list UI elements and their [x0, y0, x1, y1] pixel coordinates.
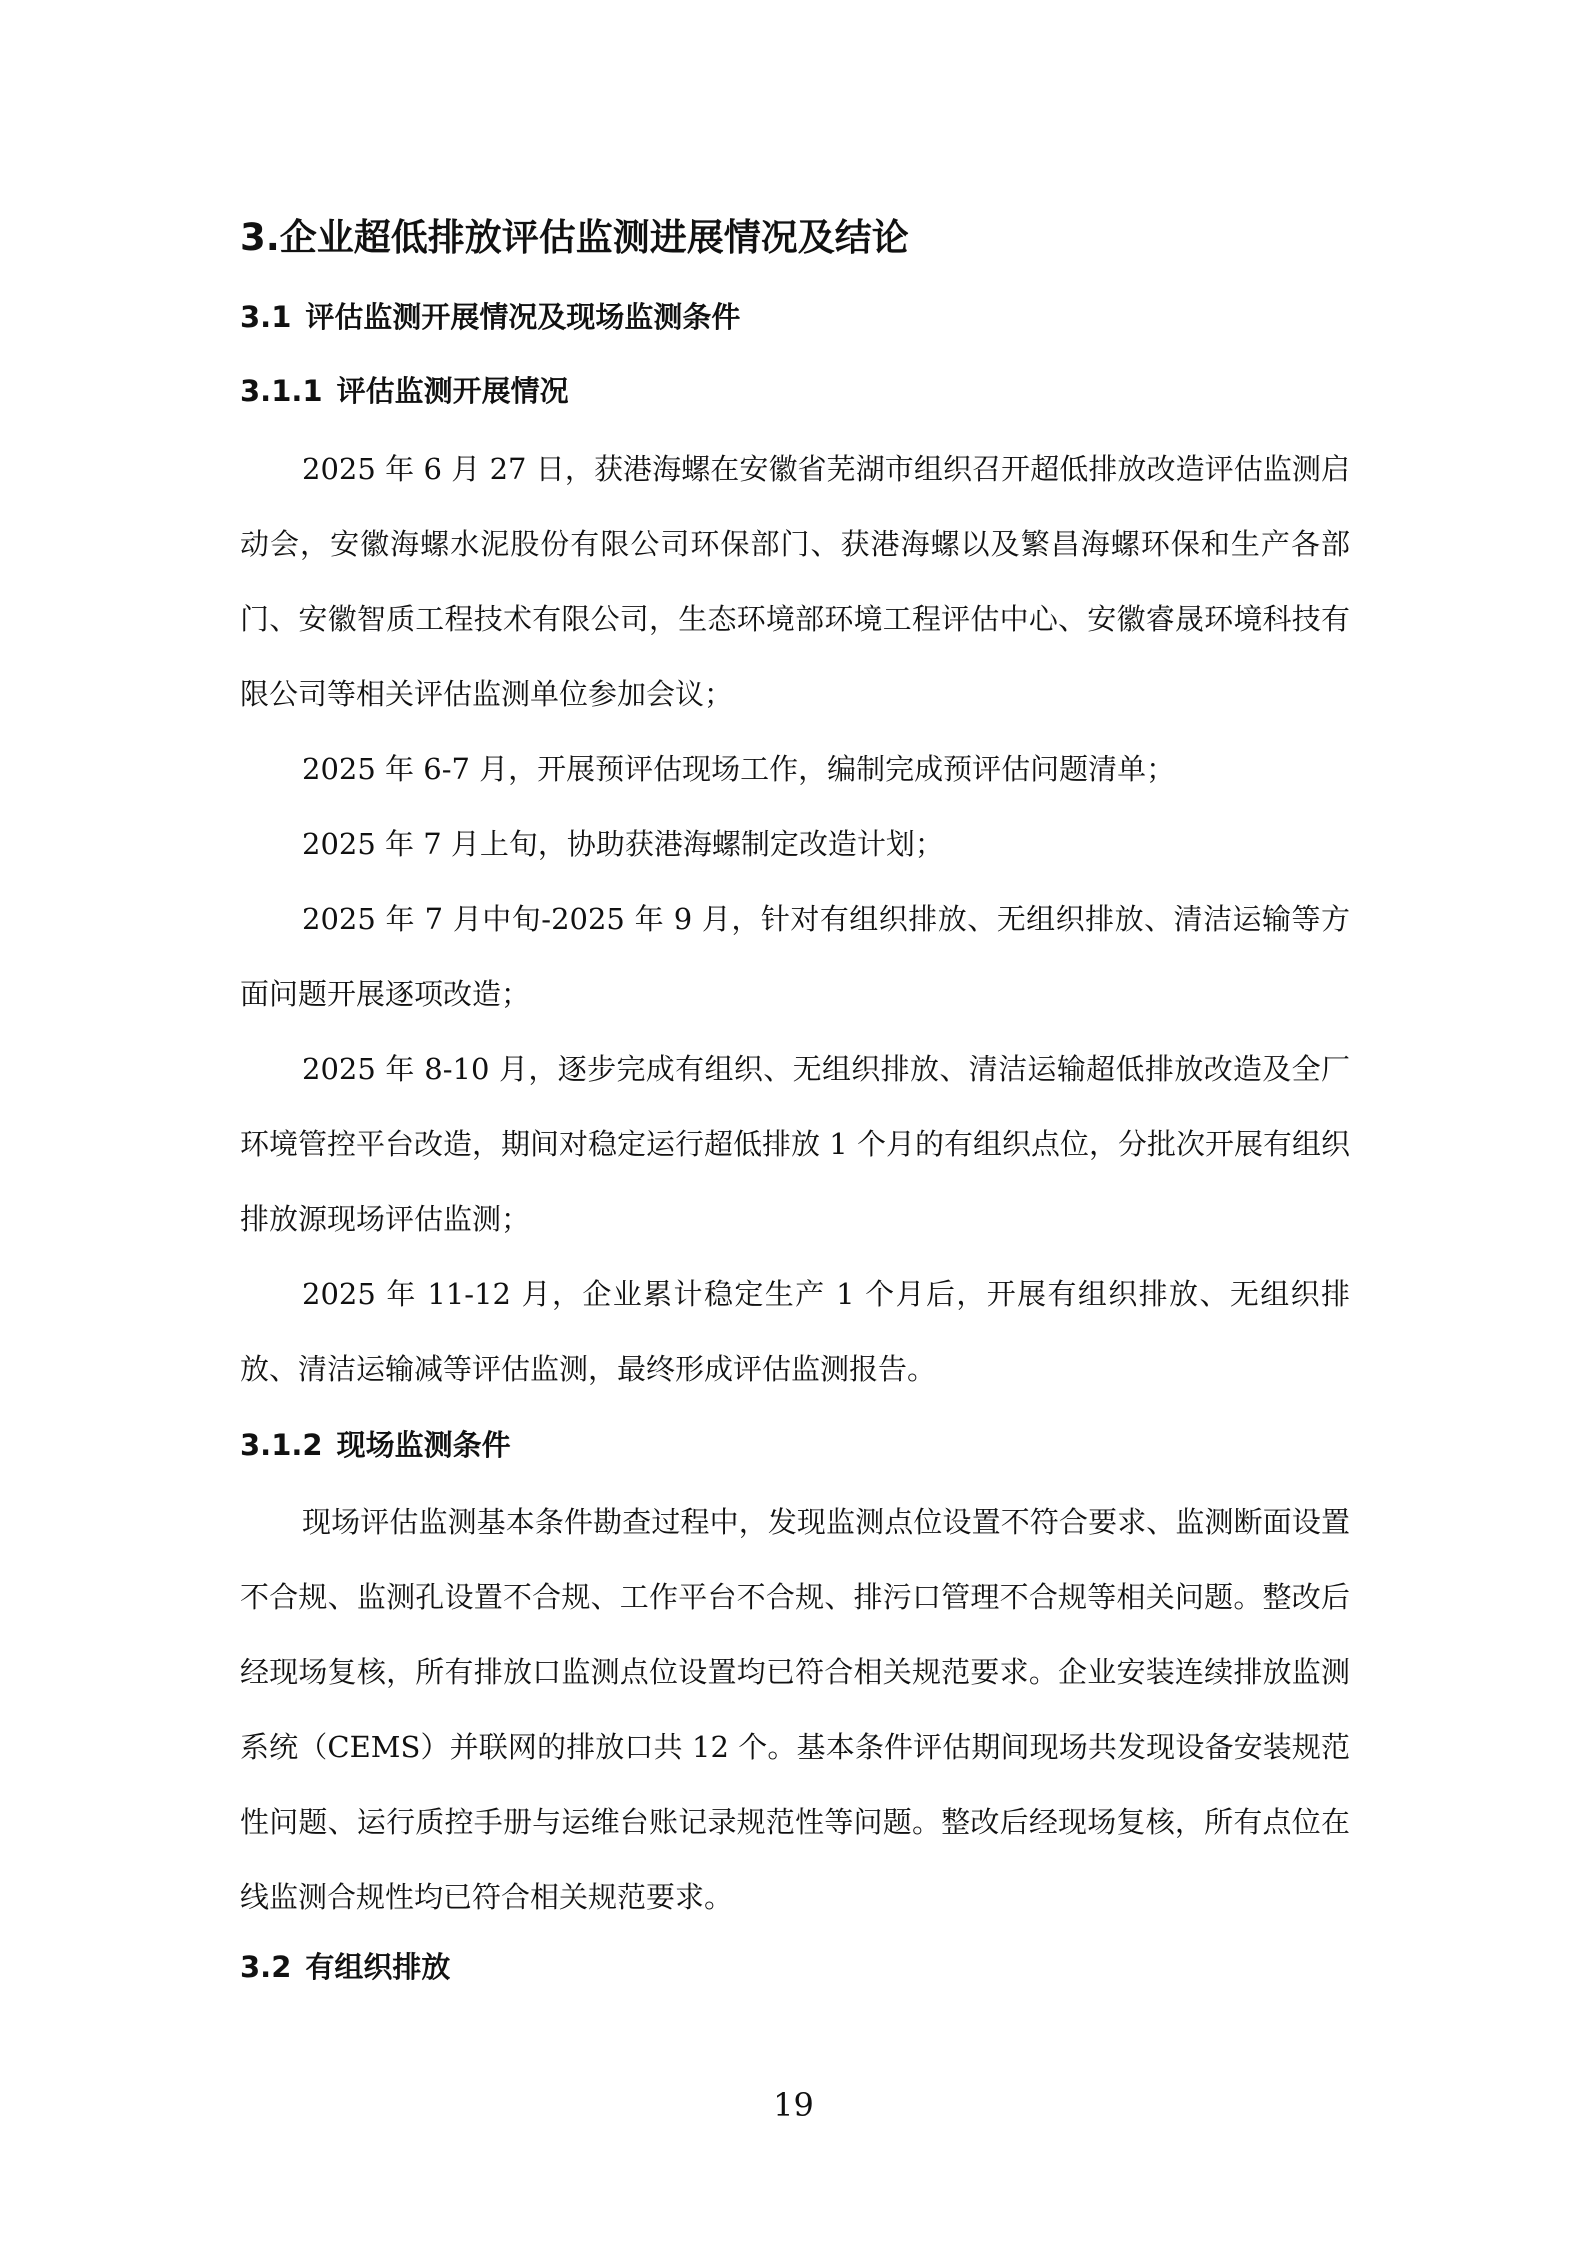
section-heading-3-1 [240, 292, 1350, 342]
paragraph-final-report: 2025 年 11-12 月，企业累计稳定生产 1 个月后，开展有组织排放、无组织排放、清洁运输减等评估监测，最终形成评估监测报告。 [240, 1277, 1350, 1386]
paragraph-kickoff-meeting: 2025 年 6 月 27 日，获港海螺在安徽省芜湖市组织召开超低排放改造评估监测启动会，安徽海螺水泥股份有限公司环保部门、获港海螺以及繁昌海螺环保和生产各部门、安徽智质工程技术有限公司，生态环境部环境工程评估中心、安徽睿晟环境科技有限公司等相关评估监测单位参加会议； [240, 452, 1350, 711]
section-heading-3-2 [240, 1942, 1350, 1992]
paragraph-completion: 2025 年 8-10 月，逐步完成有组织、无组织排放、清洁运输超低排放改造及全厂环境管控平台改造，期间对稳定运行超低排放 1 个月的有组织点位，分批次开展有组织排放源现场评估监测； [240, 1052, 1350, 1236]
paragraph-renovation: 2025 年 7 月中旬-2025 年 9 月，针对有组织排放、无组织排放、清洁运输等方面问题开展逐项改造； [240, 902, 1350, 1011]
chapter-heading: 3.企业超低排放评估监测进展情况及结论 [240, 216, 909, 259]
paragraph-monitoring-conditions: 现场评估监测基本条件勘查过程中，发现监测点位设置不符合要求、监测断面设置不合规、监测孔设置不合规、工作平台不合规、排污口管理不合规等相关问题。整改后经现场复核，所有排放口监测点位设置均已符合相关规范要求。企业安装连续排放监测系统（CEMS）并联网的排放口共 12 个。基本条件评估期间现场共发现设备安装规范性问题、运行质控手册与运维台账记录规范性等问题。整改后经现场复核，所有点位在线监测合规性均已符合相关规范要求。 [240, 1505, 1350, 1914]
section-title: 有组织排放 [305, 1950, 451, 1984]
section-number: 3.1.2 [240, 1428, 323, 1462]
section-number: 3.1.1 [240, 374, 323, 408]
section-heading-3-1-1 [240, 366, 1350, 416]
paragraph-plan: 2025 年 7 月上旬，协助获港海螺制定改造计划； [302, 827, 944, 861]
section-number: 3.2 [240, 1950, 292, 1984]
page-number: 19 [773, 2086, 814, 2124]
section-number: 3.1 [240, 300, 292, 334]
section-heading-3-1-2 [240, 1420, 1350, 1470]
section-title: 评估监测开展情况及现场监测条件 [305, 300, 741, 334]
paragraph-pre-assessment: 2025 年 6-7 月，开展预评估现场工作，编制完成预评估问题清单； [302, 752, 1176, 786]
section-title: 现场监测条件 [336, 1428, 511, 1462]
section-title: 评估监测开展情况 [336, 374, 569, 408]
